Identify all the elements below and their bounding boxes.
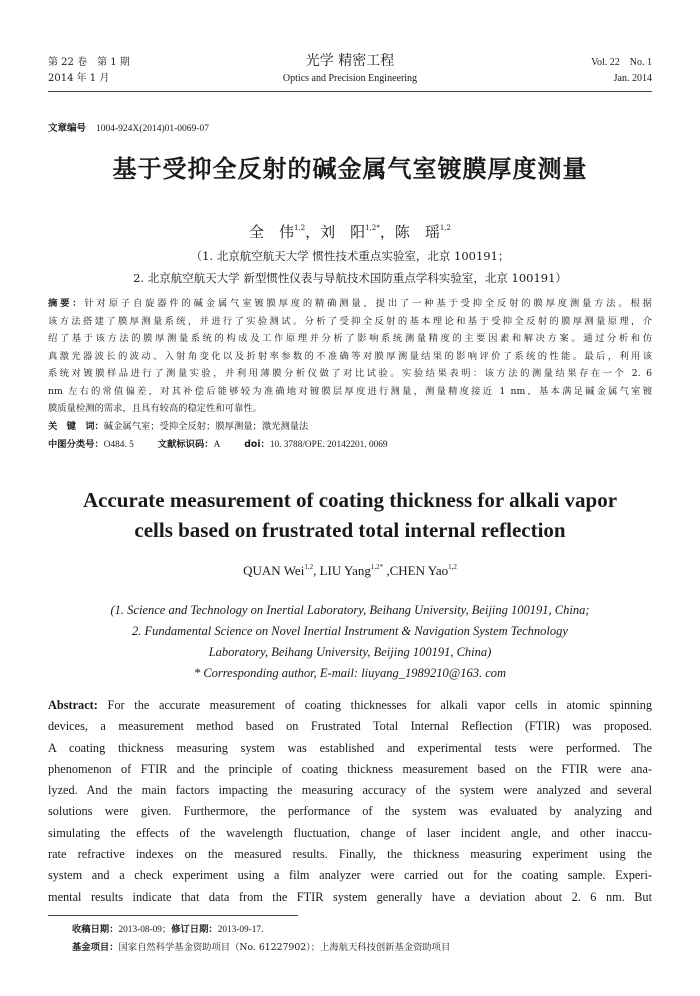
footnote-dates (72, 922, 263, 938)
footnote-rule (48, 915, 298, 916)
author-cn-2: 刘 阳$^{1,2*}$， (320, 223, 395, 241)
classification-line (48, 436, 652, 454)
revised-label: 修订日期： (171, 924, 218, 935)
affiliation-en-line: 2. Fundamental Science on Novel Inertial Instrument & Navigation System Technology (132, 624, 568, 638)
volume-issue-cn: 第 22 卷 第 1 期 (48, 57, 130, 68)
received-label: 收稿日期： (72, 924, 119, 935)
funding-value: 国家自然科学基金资助项目（No. 61227902）；上海航天科技创新基金资助项目 (118, 942, 451, 953)
abstract-en-line: simulating the effects of the wavelength fluctuation, change of laser incident angle, and other inaccu- (48, 825, 652, 840)
abstract-cn (48, 295, 652, 418)
title-en-line: cells based on frustrated total internal reflection (134, 518, 566, 542)
doi-label: doi： (244, 439, 270, 450)
author-en-3: CHEN Yao$^{1,2}$ (389, 562, 457, 578)
abstract-en-line: Abstract: For the accurate measurement of coating thicknesses for alkali vapor cells in atomic spinning (48, 698, 652, 712)
affiliations-cn (48, 245, 652, 289)
affiliation-cn-line: 2. 北京航空航天大学 新型惯性仪表与导航技术国防重点学科实验室，北京 100191） (133, 271, 567, 285)
abstract-en-line: lyzed. And the main factors impacting the measuring accuracy of the system were analyzed and several (48, 783, 652, 798)
date-en: Jan. 2014 (613, 73, 652, 84)
journal-title-cn: 光学 精密工程 (305, 53, 395, 69)
affiliation-cn-line: （1. 北京航空航天大学 惯性技术重点实验室，北京 100191； (190, 249, 510, 263)
keywords-cn-value: 碱金属气室；受抑全反射；膜厚测量；激光测量法 (103, 421, 309, 432)
abstract-cn-line: 系统对镀膜样品进行了测量实验，并利用薄膜分析仪做了对比试验。实验结果表明：该方法的测量结果存在一个 2. 6 (48, 368, 652, 379)
author-en-1: QUAN Wei$^{1,2}$, (243, 562, 320, 578)
abstract-cn-line: 该方法搭建了膜厚测量系统，并进行了实验测试。分析了受抑全反射的基本理论和基于受抑全反射的膜厚测量原理，介 (48, 315, 652, 327)
abstract-en-line: mental results indicate that data from the FTIR system generally have a deviation about 2. 6 nm. But (48, 889, 652, 904)
header-rule (48, 91, 652, 92)
title-en (48, 485, 652, 545)
volume-issue-en: Vol. 22 No. 1 (591, 57, 652, 68)
title-en-line: Accurate measurement of coating thickness for alkali vapor (82, 488, 618, 512)
abstract-en-line: phenomenon of FTIR and the principle of coating thickness measurement based on the FTIR were ana- (48, 761, 652, 776)
doc-code-value: A (213, 440, 221, 450)
abstract-en-line: solutions were given. Furthermore, the performance of the system was evaluated by analyzing and (48, 804, 652, 819)
article-number-label: 文章编号 (48, 123, 87, 134)
abstract-en-line: system and a check experiment using a film analyzer were carried out for the coating sample. Experi- (48, 868, 652, 883)
abstract-cn-line: 绍了基于该方法的膜厚测量系统的构成及工作原理并分析了影响系统测量精度的主要因素和解决方案。通过分析和仿 (48, 333, 652, 344)
abstract-en-line: devices, a measurement method based on Frustrated Total Internal Reflection (FTIR) was proposed. (48, 719, 652, 734)
revised-value: 2013-09-17. (217, 925, 264, 935)
abstract-cn-label: 摘要： (48, 298, 85, 309)
abstract-cn-line: nm 左右的常值偏差，对其补偿后能够较为准确地对镀膜层厚度进行测量，测量精度接近 1 nm，基本满足碱金属气室镀 (48, 385, 652, 397)
author-cn-1: 全 伟$^{1,2}$， (249, 223, 321, 241)
received-value: 2013-08-09； (118, 925, 172, 935)
journal-title-en: Optics and Precision Engineering (282, 73, 418, 84)
doc-code-label: 文献标识码： (157, 439, 214, 450)
abstract-cn-line: 真激光器波长的波动、入射角变化以及折射率参数的不准确等对膜厚测量结果的影响评价了系统的性能。最后，利用该 (48, 350, 652, 362)
doi-value: 10. 3788/OPE. 20142201. 0069 (269, 440, 388, 450)
affiliations-en (36, 600, 664, 684)
affiliation-en-line: (1. Science and Technology on Inertial Laboratory, Beihang University, Beijing 100191, China; (110, 603, 590, 617)
title-cn: 基于受抑全反射的碱金属气室镀膜厚度测量 (112, 155, 588, 183)
abstract-en-line: A coating thickness measuring system was established and experimental tests were performed. The (48, 740, 652, 755)
clc-value: O484. 5 (103, 440, 134, 450)
authors-en (48, 562, 652, 580)
keywords-cn-label: 关 键 词： (48, 421, 104, 432)
abstract-cn-line: 摘要：针对原子自旋器件的碱金属气室镀膜厚度的精确测量，提出了一种基于受抑全反射的膜厚度测量方法。根据 (48, 298, 652, 309)
abstract-cn-line: 膜质量检测的需求，且具有较高的稳定性和可靠性。 (48, 403, 262, 414)
authors-cn (48, 222, 652, 242)
author-cn-3: 陈 瑶$^{1,2}$ (394, 223, 451, 241)
footnote-funding (72, 940, 450, 956)
abstract-en-line: rate refractive indexes on the measured results. Finally, the thickness measuring experiment using the (48, 847, 652, 862)
article-number (48, 122, 209, 136)
date-cn: 2014 年 1 月 (48, 73, 110, 84)
affiliation-en-line: Laboratory, Beihang University, Beijing 100191, China) (208, 645, 492, 659)
article-number-value: 1004-924X(2014)01-0069-07 (96, 124, 209, 134)
funding-label: 基金项目： (72, 942, 119, 953)
corresponding-author: * Corresponding author, E-mail: liuyang_1989210@163. com (193, 666, 507, 680)
author-en-2: LIU Yang$^{1,2*}$ , (319, 562, 390, 578)
clc-label: 中图分类号： (48, 439, 104, 450)
abstract-en (48, 695, 652, 908)
abstract-en-label: Abstract: (48, 698, 98, 712)
keywords-cn (48, 418, 652, 435)
